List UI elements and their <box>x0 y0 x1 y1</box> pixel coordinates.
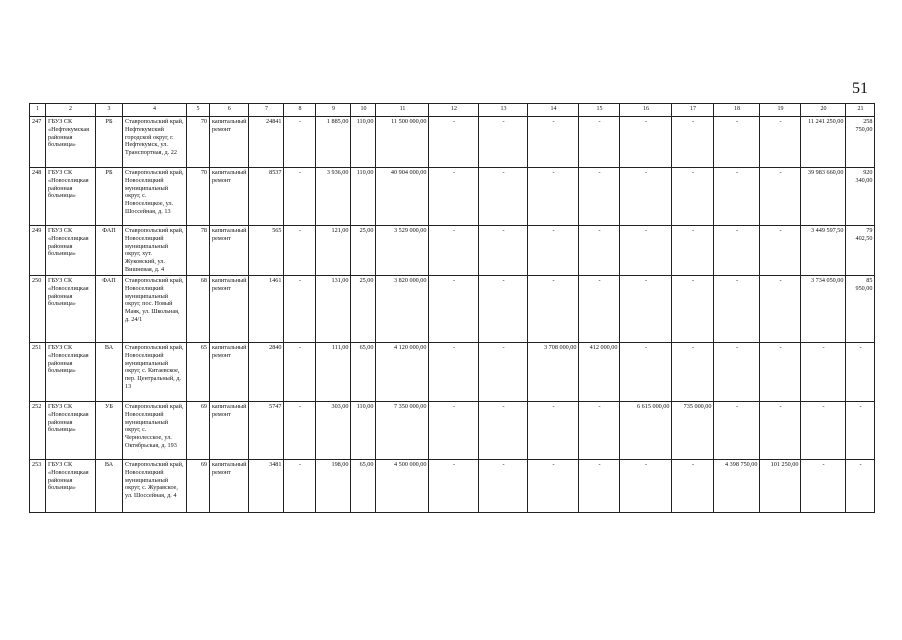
column-header: 15 <box>579 104 620 117</box>
table-cell: ФАП <box>96 276 123 343</box>
column-header: 8 <box>284 104 316 117</box>
table-row <box>30 117 875 168</box>
table-cell: 3 936,00 <box>316 168 351 226</box>
table-cell: - <box>528 276 579 343</box>
table-cell: 2840 <box>249 343 284 402</box>
table-cell: капитальный ремонт <box>210 460 249 513</box>
table-cell: 131,00 <box>316 276 351 343</box>
table-cell: 111,00 <box>316 343 351 402</box>
table-cell: - <box>284 117 316 168</box>
table-cell: Ставропольский край, Нефтекумский городской округ, г. Нефтекумск, ул. Транспортная, д. 22 <box>123 117 187 168</box>
table-cell: - <box>672 460 714 513</box>
table-cell: - <box>620 460 672 513</box>
table-cell: - <box>760 343 801 402</box>
column-header: 7 <box>249 104 284 117</box>
table-cell: 1461 <box>249 276 284 343</box>
table-cell: - <box>284 276 316 343</box>
table-cell: 252 <box>30 402 46 460</box>
table-cell: 735 000,00 <box>672 402 714 460</box>
table-row <box>30 226 875 276</box>
column-header: 13 <box>479 104 528 117</box>
table-cell: 250 <box>30 276 46 343</box>
table-cell: - <box>801 460 846 513</box>
table-cell: - <box>620 276 672 343</box>
table-cell: 11 241 250,00 <box>801 117 846 168</box>
column-header: 17 <box>672 104 714 117</box>
table-row <box>30 460 875 513</box>
table-cell: 110,00 <box>351 117 376 168</box>
table-cell: - <box>846 402 875 460</box>
table-cell: 7 350 000,00 <box>376 402 429 460</box>
table-cell: 110,00 <box>351 402 376 460</box>
table-cell: - <box>429 343 479 402</box>
table-cell: ГБУЗ СК «Нефтекумская районная больница» <box>46 117 96 168</box>
table-cell: - <box>479 276 528 343</box>
table-cell: - <box>284 460 316 513</box>
table-cell: 70 <box>187 117 210 168</box>
table-cell: ГБУЗ СК «Новоселицкая районная больница» <box>46 343 96 402</box>
table-cell: 65 <box>187 343 210 402</box>
table-cell: - <box>479 343 528 402</box>
table-cell: - <box>714 226 760 276</box>
table-cell: 4 120 000,00 <box>376 343 429 402</box>
table-cell: капитальный ремонт <box>210 168 249 226</box>
table-cell: 247 <box>30 117 46 168</box>
table-cell: - <box>760 402 801 460</box>
table-cell: - <box>579 402 620 460</box>
table-row <box>30 168 875 226</box>
table-cell: 303,00 <box>316 402 351 460</box>
column-header: 1 <box>30 104 46 117</box>
table-cell: - <box>528 117 579 168</box>
table-cell: - <box>284 343 316 402</box>
table-cell: ГБУЗ СК «Новоселицкая районная больница» <box>46 276 96 343</box>
table-cell: - <box>672 168 714 226</box>
table-cell: ГБУЗ СК «Новоселицкая районная больница» <box>46 460 96 513</box>
table-cell: - <box>479 226 528 276</box>
table-cell: Ставропольский край, Новоселицкий муниципальный округ, с. Журавское, ул. Шоссейная, д. 4 <box>123 460 187 513</box>
table-cell: - <box>801 343 846 402</box>
table-cell: - <box>714 402 760 460</box>
column-header: 6 <box>210 104 249 117</box>
table-cell: - <box>479 460 528 513</box>
table-cell: - <box>429 226 479 276</box>
table-cell: 8537 <box>249 168 284 226</box>
table-cell: 3 708 000,00 <box>528 343 579 402</box>
table-cell: 110,00 <box>351 168 376 226</box>
table-cell: 65,00 <box>351 343 376 402</box>
table-cell: - <box>479 117 528 168</box>
table-cell: 78 <box>187 226 210 276</box>
table-cell: 565 <box>249 226 284 276</box>
table-cell: 68 <box>187 276 210 343</box>
table-cell: 40 904 000,00 <box>376 168 429 226</box>
table-cell: - <box>620 168 672 226</box>
table-cell: - <box>714 117 760 168</box>
table-cell: 25,00 <box>351 226 376 276</box>
data-table <box>29 103 875 513</box>
column-header: 21 <box>846 104 875 117</box>
table-cell: Ставропольский край, Новоселицкий муниципальный округ, с. Чернолесское, ул. Октябрьская, д. 193 <box>123 402 187 460</box>
table-cell: - <box>579 460 620 513</box>
table-cell: РБ <box>96 168 123 226</box>
table-cell: УБ <box>96 402 123 460</box>
table-cell: - <box>760 117 801 168</box>
table-cell: 11 500 000,00 <box>376 117 429 168</box>
table-cell: - <box>284 402 316 460</box>
table-cell: Ставропольский край, Новоселицкий муниципальный округ, хут. Жуковский, ул. Вишневая, д. 4 <box>123 226 187 276</box>
table-cell: 251 <box>30 343 46 402</box>
table-cell: ГБУЗ СК «Новоселицкая районная больница» <box>46 168 96 226</box>
column-header: 10 <box>351 104 376 117</box>
table-cell: 101 250,00 <box>760 460 801 513</box>
table-cell: - <box>528 460 579 513</box>
table-cell: 3481 <box>249 460 284 513</box>
table-cell: - <box>846 460 875 513</box>
table-cell: 3 449 597,50 <box>801 226 846 276</box>
table-cell: 3 820 000,00 <box>376 276 429 343</box>
table-cell: - <box>284 226 316 276</box>
table-cell: - <box>429 276 479 343</box>
table-cell: Ставропольский край, Новоселицкий муниципальный округ, с. Китаевское, пер. Центральный, д. 13 <box>123 343 187 402</box>
table-cell: 412 000,00 <box>579 343 620 402</box>
table-cell: - <box>528 402 579 460</box>
table-cell: - <box>528 226 579 276</box>
table-cell: ГБУЗ СК «Новоселицкая районная больница» <box>46 226 96 276</box>
table-cell: - <box>284 168 316 226</box>
column-header: 18 <box>714 104 760 117</box>
table-cell: капитальный ремонт <box>210 402 249 460</box>
table-cell: - <box>672 343 714 402</box>
table-cell: - <box>760 226 801 276</box>
column-header: 3 <box>96 104 123 117</box>
table-cell: - <box>579 117 620 168</box>
table-cell: 85 950,00 <box>846 276 875 343</box>
table-cell: - <box>579 276 620 343</box>
table-cell: ВА <box>96 343 123 402</box>
table-cell: - <box>801 402 846 460</box>
table-cell: - <box>429 402 479 460</box>
table-cell: 25,00 <box>351 276 376 343</box>
table-cell: 69 <box>187 460 210 513</box>
table-cell: 248 <box>30 168 46 226</box>
table-cell: Ставропольский край, Новоселицкий муниципальный округ, пос. Новый Маяк, ул. Школьная, д. 24/1 <box>123 276 187 343</box>
table-cell: - <box>672 276 714 343</box>
table-cell: - <box>479 168 528 226</box>
table-cell: - <box>528 168 579 226</box>
table-cell: ФАП <box>96 226 123 276</box>
table-cell: - <box>620 226 672 276</box>
table-cell: 4 398 750,00 <box>714 460 760 513</box>
table-cell: 258 750,00 <box>846 117 875 168</box>
table-cell: 24841 <box>249 117 284 168</box>
table-cell: - <box>714 276 760 343</box>
column-header: 19 <box>760 104 801 117</box>
table-cell: 69 <box>187 402 210 460</box>
header-row <box>30 104 875 117</box>
table-cell: - <box>579 168 620 226</box>
table-cell: - <box>760 276 801 343</box>
column-header: 16 <box>620 104 672 117</box>
table-cell: - <box>620 343 672 402</box>
column-header: 5 <box>187 104 210 117</box>
table-cell: 121,00 <box>316 226 351 276</box>
table-cell: - <box>672 226 714 276</box>
column-header: 20 <box>801 104 846 117</box>
column-header: 4 <box>123 104 187 117</box>
table-cell: 249 <box>30 226 46 276</box>
table-cell: - <box>579 226 620 276</box>
table-cell: - <box>620 117 672 168</box>
table-cell: 5747 <box>249 402 284 460</box>
column-header: 11 <box>376 104 429 117</box>
table-cell: - <box>760 168 801 226</box>
table-cell: - <box>714 343 760 402</box>
table-cell: 65,00 <box>351 460 376 513</box>
table-row <box>30 276 875 343</box>
table-cell: - <box>846 343 875 402</box>
table-row <box>30 402 875 460</box>
table-cell: ГБУЗ СК «Новоселицкая районная больница» <box>46 402 96 460</box>
table-cell: 920 340,00 <box>846 168 875 226</box>
table-cell: 3 529 000,00 <box>376 226 429 276</box>
column-header: 14 <box>528 104 579 117</box>
table-cell: - <box>479 402 528 460</box>
column-header: 12 <box>429 104 479 117</box>
table-cell: 70 <box>187 168 210 226</box>
table-cell: 39 983 660,00 <box>801 168 846 226</box>
table-cell: капитальный ремонт <box>210 117 249 168</box>
table-cell: 1 885,00 <box>316 117 351 168</box>
table-cell: - <box>429 168 479 226</box>
table-cell: 198,00 <box>316 460 351 513</box>
table-cell: - <box>429 460 479 513</box>
column-header: 9 <box>316 104 351 117</box>
table-cell: ВА <box>96 460 123 513</box>
table-cell: капитальный ремонт <box>210 343 249 402</box>
table-cell: 4 500 000,00 <box>376 460 429 513</box>
column-header: 2 <box>46 104 96 117</box>
table-cell: - <box>429 117 479 168</box>
table-cell: 6 615 000,00 <box>620 402 672 460</box>
table-cell: - <box>714 168 760 226</box>
table-cell: 79 402,50 <box>846 226 875 276</box>
table-cell: Ставропольский край, Новоселицкий муниципальный округ, с. Новоселицкое, ул. Шоссейная, д. 13 <box>123 168 187 226</box>
table-cell: капитальный ремонт <box>210 276 249 343</box>
table-cell: - <box>672 117 714 168</box>
page-number: 51 <box>852 80 868 97</box>
table-cell: 3 734 050,00 <box>801 276 846 343</box>
table-cell: 253 <box>30 460 46 513</box>
table-cell: РБ <box>96 117 123 168</box>
table-cell: капитальный ремонт <box>210 226 249 276</box>
table-row <box>30 343 875 402</box>
